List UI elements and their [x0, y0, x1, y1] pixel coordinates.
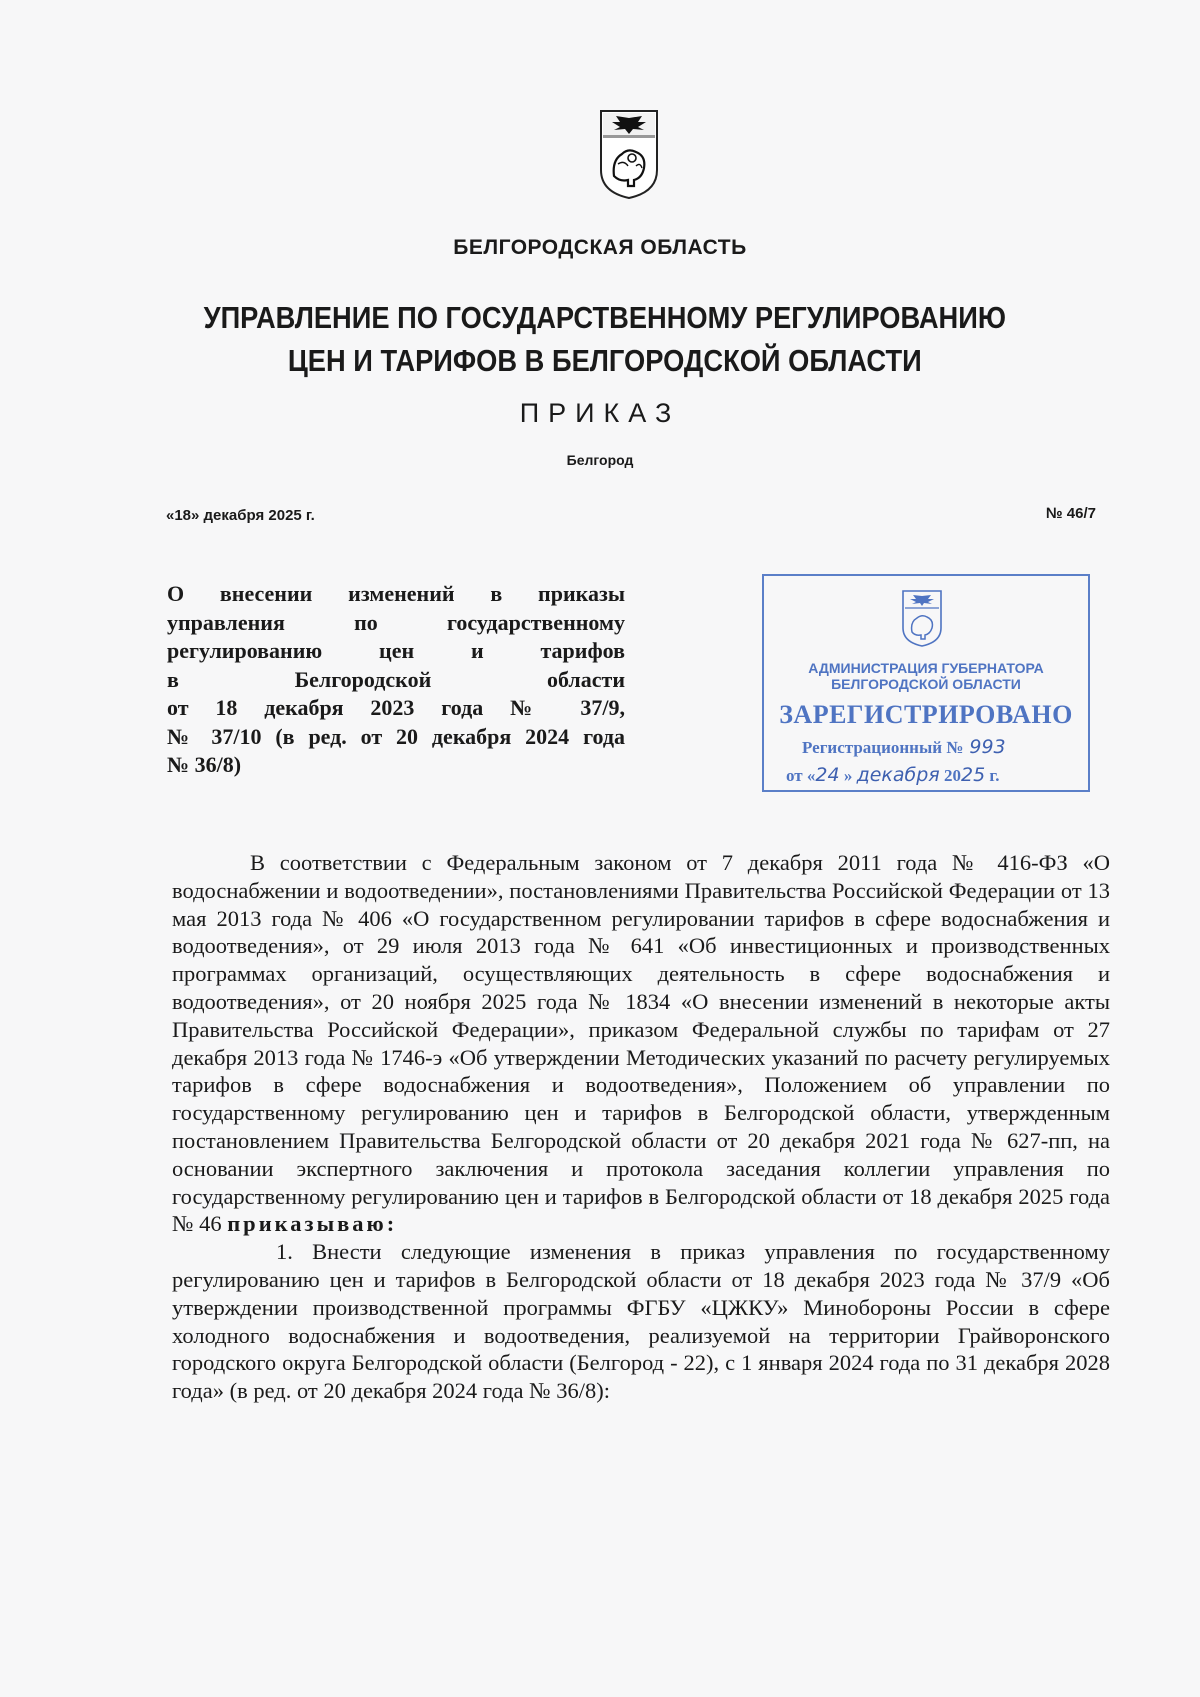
- subject-line: регулированию цен и тарифов: [167, 638, 625, 663]
- stamp-reg-number-label: Регистрационный №: [802, 738, 964, 757]
- document-type: ПРИКАЗ: [519, 398, 681, 428]
- registration-stamp: [762, 574, 1090, 792]
- coat-of-arms-icon: [598, 108, 660, 200]
- stamp-reg-number: [802, 736, 1006, 758]
- stamp-date-suffix: г.: [989, 766, 1000, 785]
- department-title: [77, 296, 1133, 382]
- stamp-date-prefix: от «: [786, 766, 816, 785]
- subject-line: в Белгородской области: [167, 666, 625, 692]
- stamp-date-day: 24: [815, 764, 840, 786]
- order-item-1: 1. Внести следующие изменения в приказ управления по государственному регулированию цен и тарифов в Белгородской области от 18 декабря 2023 года № 37/9 «Об утверждении производственной программы ФГБУ «ЦЖКУ» Минобороны России в сфере холодного водоснабжения и водоотведения, реализуемой на территории Грайворонского городского округа Белгородской области (Белгород - 22), с 1 января 2024 года по 31 декабря 2028 года» (в ред. от 20 декабря 2024 года № 36/8):: [172, 1239, 1110, 1404]
- stamp-authority: [764, 660, 1088, 692]
- city: Белгород: [566, 452, 634, 468]
- order-word: приказываю:: [227, 1211, 398, 1237]
- order-subject: [167, 580, 625, 780]
- order-number: № 46/7: [1045, 505, 1096, 522]
- stamp-date-month: декабря: [856, 764, 940, 786]
- stamp-reg-number-value: 993: [969, 736, 1006, 758]
- subject-line: О внесении изменений в приказы: [167, 581, 625, 606]
- department-title-line: ЦЕН И ТАРИФОВ В БЕЛГОРОДСКОЙ ОБЛАСТИ: [287, 343, 922, 378]
- stamp-reg-date: [786, 764, 999, 786]
- stamp-date-mid: »: [843, 766, 853, 785]
- stamp-date-year-prefix: 20: [943, 766, 961, 785]
- preamble-text: В соответствии с Федеральным законом от 7 декабря 2011 года № 416-ФЗ «О водоснабжении и водоотведении», постановлениями Правительства Российской Федерации от 13 мая 2013 года № 406 «О государственном регулировании тарифов в сфере водоснабжения и водоотведения», от 29 июля 2013 года № 641 «Об инвестиционных и производственных программах организаций, осуществляющих деятельность в сфере водоснабжения и водоотведения», от 20 ноября 2025 года № 1834 «О внесении изменений в некоторые акты Правительства Российской Федерации», приказом Федеральной службы по тарифам от 27 декабря 2013 года № 1746-э «Об утверждении Методических указаний по расчету регулируемых тарифов в сфере водоснабжения и водоотведения», Положением об управлении по государственному регулированию цен и тарифов в Белгородской области, утвержденным постановлением Правительства Белгородской области от 20 декабря 2021 года № 627-пп, на основании экспертного заключения и протокола заседания коллегии управления по государственному регулированию цен и тарифов в Белгородской области от 18 декабря 2025 года № 46: [172, 850, 1110, 1237]
- subject-line: № 36/8): [167, 752, 242, 777]
- subject-line: № 37/10 (в ред. от 20 декабря 2024 года: [167, 723, 625, 749]
- stamp-authority-line: АДМИНИСТРАЦИЯ ГУБЕРНАТОРА: [808, 660, 1044, 676]
- stamp-date-year: 25: [960, 764, 986, 786]
- subject-line: управления по государственному: [167, 609, 625, 635]
- subject-line: от 18 декабря 2023 года № 37/9,: [167, 695, 625, 720]
- preamble-paragraph: [172, 849, 1110, 1238]
- region-title: БЕЛГОРОДСКАЯ ОБЛАСТЬ: [453, 236, 747, 259]
- order-date: «18» декабря 2025 г.: [166, 507, 315, 524]
- order-body: [172, 849, 1110, 1405]
- department-title-line: УПРАВЛЕНИЕ ПО ГОСУДАРСТВЕННОМУ РЕГУЛИРОВАНИЮ: [203, 300, 1006, 335]
- stamp-registered: ЗАРЕГИСТРИРОВАНО: [779, 700, 1073, 729]
- stamp-coat-of-arms-icon: [900, 588, 944, 648]
- stamp-authority-line: БЕЛГОРОДСКОЙ ОБЛАСТИ: [831, 676, 1021, 692]
